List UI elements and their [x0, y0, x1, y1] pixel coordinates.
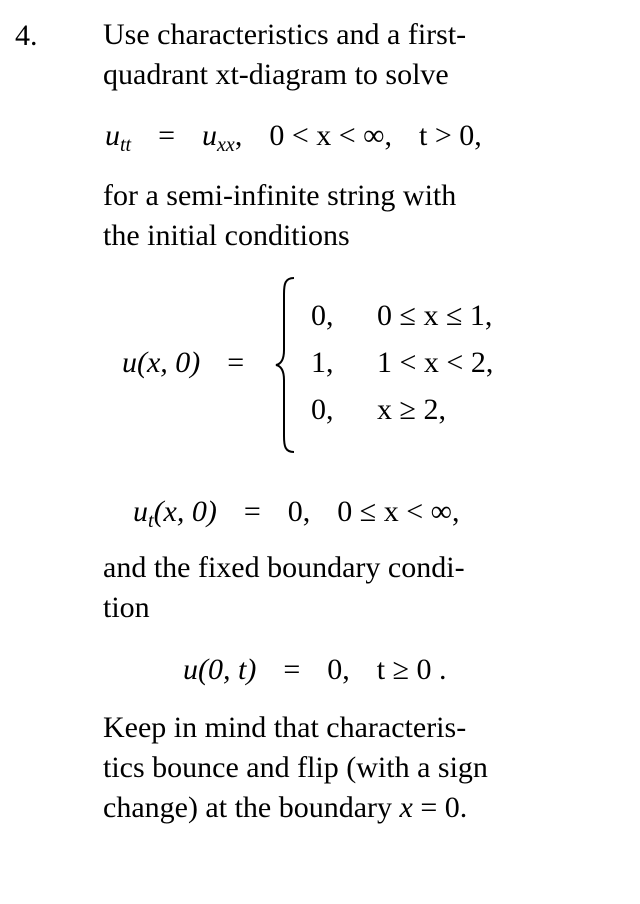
pde-comma: , [234, 119, 243, 152]
case-condition-1: 0 ≤ x ≤ 1, [377, 299, 493, 332]
pde-lhs-sub: tt [120, 134, 132, 156]
boundary-line-2: tion [103, 591, 150, 624]
closing-line-3 [103, 788, 553, 828]
closing-line-1: Keep in mind that characteris- [103, 711, 467, 744]
bc-lhs: u(0, t) [183, 653, 257, 686]
case-value-3: 0, [311, 393, 334, 426]
closing-line-3-var: x [399, 791, 413, 824]
closing-line-3-post: = 0. [412, 791, 468, 824]
string-line-1: for a semi-infinite string with [103, 179, 457, 212]
intro-paragraph [103, 15, 553, 95]
case-row-3 [311, 392, 334, 428]
velocity-condition [133, 494, 460, 533]
boundary-line-1: and the fixed boundary condi- [103, 551, 465, 584]
case-condition-row-1 [377, 298, 492, 334]
case-condition-row-3 [377, 392, 446, 428]
bc-domain: t ≥ 0 . [376, 653, 447, 686]
case-condition-3: x ≥ 2, [377, 393, 446, 426]
string-line-2: the initial conditions [103, 219, 350, 252]
case-condition-2: 1 < x < 2, [377, 346, 494, 379]
intro-line-2: quadrant xt-diagram to solve [103, 58, 449, 91]
bc-value: 0, [327, 653, 350, 686]
boundary-condition [183, 652, 447, 688]
pde-equals: = [158, 119, 176, 152]
vc-lhs-sub: t [148, 510, 154, 532]
vc-lhs-args: (x, 0) [153, 495, 217, 528]
closing-line-3-pre: change) at the boundary [103, 791, 400, 824]
closing-line-2: tics bounce and flip (with a sign [103, 751, 488, 784]
left-brace-icon [274, 276, 298, 454]
initial-condition-lhs [122, 345, 244, 381]
closing-paragraph [103, 708, 553, 828]
ic-equals: = [227, 346, 245, 379]
pde-lhs-var: u [105, 119, 120, 152]
pde-rhs-var: u [202, 119, 218, 152]
vc-equals: = [243, 495, 261, 528]
case-row-1 [311, 298, 347, 334]
pde-domain-t: t > 0, [419, 119, 482, 152]
wave-equation [105, 118, 482, 157]
vc-domain: 0 ≤ x < ∞, [337, 495, 460, 528]
vc-value: 0, [287, 495, 311, 528]
case-value-1: 0, [311, 299, 334, 332]
intro-line-1: Use characteristics and a first- [103, 18, 467, 51]
pde-domain-x: 0 < x < ∞, [269, 119, 393, 152]
ic-lhs: u(x, 0) [122, 346, 201, 379]
pde-rhs-sub: xx [217, 134, 235, 156]
case-row-2 [311, 345, 334, 381]
bc-equals: = [283, 653, 301, 686]
case-value-2: 1, [311, 346, 334, 379]
boundary-paragraph [103, 548, 553, 628]
problem-number: 4. [15, 19, 38, 52]
vc-lhs-var: u [133, 495, 148, 528]
string-paragraph [103, 176, 553, 256]
case-condition-row-2 [377, 345, 493, 381]
